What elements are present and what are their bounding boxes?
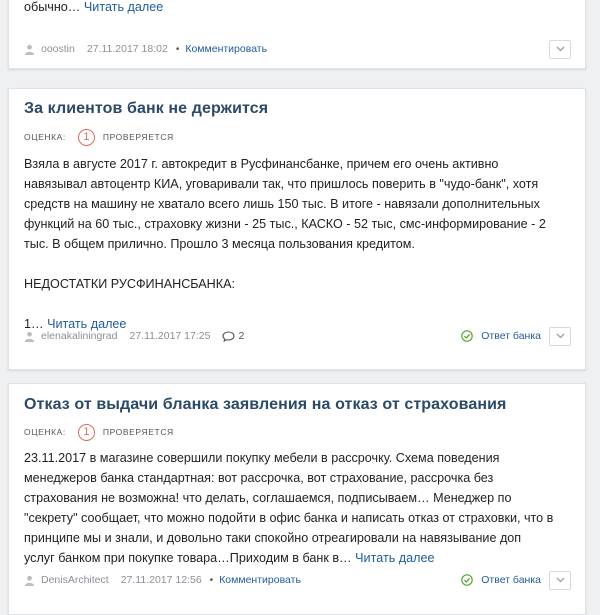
comment-link[interactable]: Комментировать xyxy=(219,574,301,586)
separator-dot: • xyxy=(175,43,180,55)
comment-link[interactable]: Комментировать xyxy=(185,43,268,55)
review-date: 27.11.2017 17:25 xyxy=(129,330,211,342)
rating-row xyxy=(24,126,174,148)
bank-answer-link[interactable] xyxy=(461,330,541,342)
review-card xyxy=(8,0,586,69)
comments-count[interactable] xyxy=(222,330,244,342)
chevron-down-icon xyxy=(556,577,565,583)
author-link[interactable]: elenakaliningrad xyxy=(41,330,118,342)
expand-button[interactable] xyxy=(549,571,571,590)
status-label: ПРОВЕРЯЕТСЯ xyxy=(102,132,174,142)
bank-answer-label: Ответ банка xyxy=(481,574,541,586)
review-title[interactable]: Отказ от выдачи бланка заявления на отказ от страхования xyxy=(24,396,507,413)
expand-button[interactable] xyxy=(549,40,571,59)
review-date: 27.11.2017 12:56 xyxy=(120,574,202,586)
review-paragraph: Взяла в августе 2017 г. автокредит в Русфинансбанке, причем его очень активно навязывал автоцентр КИА, уговаривали так, что пришлось поверить в "чудо-банк", хотя средств на машину не хватало всего лишь 150 тыс. В итоге - навязали дополнительных функций на 60 тыс., страховку жизни - 25 тыс., КАСКО - 52 тыс, смс-информирование - 2 тыс. В общем прилично. Прошло 3 месяца пользования кредитом. xyxy=(24,157,546,251)
review-paragraph: 23.11.2017 в магазине совершили покупку мебели в рассрочку. Схема поведения менеджеров банка стандартная: вот рассрочка, вот страхование, рассрочка без страхования не возможна! что делать, соглашаемся, подписываем… Менеджер по "секрету" сообщает, что можно подойти в офис банка и написать отказ от страховки, что в принципе мы и знали, и довольно таки спокойно отреагировали на навязывание доп услуг банком при покупке товара…Приходим в банк в… xyxy=(24,451,554,565)
check-circle-icon xyxy=(461,330,473,342)
rating-badge: 1 xyxy=(78,424,95,441)
review-footer xyxy=(24,570,571,590)
author-link[interactable]: ooostin xyxy=(41,43,75,55)
review-title[interactable]: За клиентов банк не держится xyxy=(24,100,269,117)
review-text xyxy=(24,154,554,334)
comments-count-value: 2 xyxy=(238,330,245,342)
rating-label: ОЦЕНКА: xyxy=(24,427,66,437)
comment-bubble-icon xyxy=(222,331,235,342)
chevron-down-icon xyxy=(556,46,565,52)
check-circle-icon xyxy=(461,574,473,586)
expand-button[interactable] xyxy=(549,327,571,346)
read-more-link[interactable]: Читать далее xyxy=(47,317,127,331)
separator-dot: • xyxy=(209,574,214,586)
user-icon xyxy=(24,44,35,55)
user-icon xyxy=(24,331,35,342)
review-footer xyxy=(24,326,571,346)
review-card xyxy=(8,383,586,615)
review-footer xyxy=(24,39,571,59)
review-snippet: обычно… xyxy=(24,0,81,14)
review-snippet: 1… xyxy=(24,317,44,331)
rating-row xyxy=(24,421,174,443)
review-paragraph: НЕДОСТАТКИ РУСФИНАНСБАНКА: xyxy=(24,277,236,291)
bank-answer-label: Ответ банка xyxy=(481,330,541,342)
review-date: 27.11.2017 18:02 xyxy=(86,43,168,55)
read-more-link[interactable]: Читать далее xyxy=(355,551,435,565)
review-card xyxy=(8,88,586,370)
bank-answer-link[interactable] xyxy=(461,574,541,586)
author-link[interactable]: DenisArchitect xyxy=(41,574,109,586)
review-text xyxy=(24,448,554,568)
rating-label: ОЦЕНКА: xyxy=(24,132,66,142)
review-text xyxy=(24,0,554,17)
chevron-down-icon xyxy=(556,333,565,339)
rating-badge: 1 xyxy=(78,129,95,146)
status-label: ПРОВЕРЯЕТСЯ xyxy=(102,427,174,437)
read-more-link[interactable]: Читать далее xyxy=(83,0,164,14)
user-icon xyxy=(24,575,35,586)
